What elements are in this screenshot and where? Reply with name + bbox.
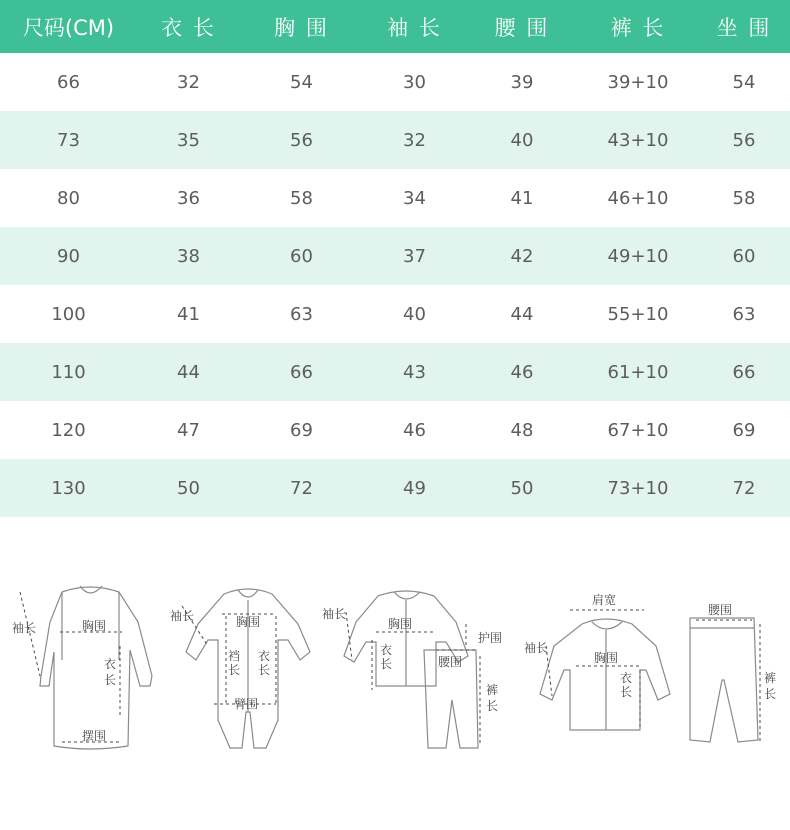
table-cell: 36	[177, 187, 200, 209]
table-cell: 58	[732, 187, 756, 209]
set-sleeve-label: 袖长	[322, 607, 347, 621]
table-cell: 54	[732, 71, 756, 93]
table-cell: 40	[403, 303, 426, 325]
table-row	[0, 285, 790, 343]
top-illustration	[540, 619, 670, 730]
table-cell: 44	[510, 303, 534, 325]
pants-illustration	[690, 618, 758, 742]
table-cell: 63	[732, 303, 756, 325]
table-cell: 49+10	[607, 245, 669, 267]
set-illustration	[344, 591, 478, 748]
measurement-diagrams	[0, 520, 790, 830]
table-row	[0, 227, 790, 285]
top-sleeve-label: 袖长	[524, 641, 549, 655]
table-row	[0, 111, 790, 169]
table-cell: 42	[510, 245, 534, 267]
table-cell: 66	[732, 361, 756, 383]
table-cell: 30	[403, 71, 426, 93]
table-cell: 39+10	[607, 71, 669, 93]
romper-length-label-2: 长	[258, 663, 271, 677]
header-garment-length: 衣 长	[161, 15, 216, 40]
table-cell: 37	[403, 245, 426, 267]
header-size: 尺码(CM)	[22, 15, 115, 40]
table-cell: 40	[510, 129, 534, 151]
table-cell: 58	[290, 187, 313, 209]
table-cell: 50	[510, 477, 534, 499]
pants-length-label-2: 长	[764, 687, 777, 701]
top-chest-label: 胸围	[594, 651, 619, 665]
table-cell: 56	[732, 129, 756, 151]
gown-illustration	[40, 586, 152, 749]
set-length-label-2: 长	[380, 657, 393, 671]
romper-arm-label: 臂围	[234, 697, 259, 711]
set-length-label-1: 衣	[380, 643, 393, 657]
header-hip: 坐 围	[716, 15, 772, 40]
table-cell: 73+10	[607, 477, 669, 499]
table-header	[0, 0, 790, 53]
set-chest-label: 胸围	[388, 617, 413, 631]
gown-hem-label: 摆围	[82, 729, 107, 743]
pants-waist-label: 腰围	[708, 603, 733, 617]
table-cell: 73	[57, 129, 80, 151]
table-cell: 63	[290, 303, 313, 325]
gown-sleeve-label: 袖长	[12, 621, 37, 635]
table-cell: 48	[510, 419, 534, 441]
table-cell: 72	[290, 477, 313, 499]
table-cell: 46	[510, 361, 534, 383]
header-sleeve-length: 袖 长	[387, 15, 442, 40]
table-cell: 110	[51, 361, 86, 383]
set-pants-length-label-1: 裤	[486, 683, 499, 697]
table-cell: 34	[403, 187, 426, 209]
table-row	[0, 459, 790, 517]
table-cell: 69	[732, 419, 756, 441]
table-cell: 130	[51, 477, 86, 499]
table-cell: 100	[51, 303, 86, 325]
table-cell: 66	[57, 71, 80, 93]
table-cell: 55+10	[607, 303, 669, 325]
header-waist: 腰 围	[494, 15, 550, 40]
header-pants-length: 裤 长	[610, 15, 666, 40]
table-cell: 66	[290, 361, 313, 383]
table-cell: 47	[177, 419, 200, 441]
romper-illustration	[186, 589, 310, 748]
table-cell: 38	[177, 245, 200, 267]
table-row	[0, 169, 790, 227]
table-cell: 46	[403, 419, 426, 441]
table-row	[0, 343, 790, 401]
header-chest: 胸 围	[274, 15, 329, 40]
romper-sleeve-label: 袖长	[170, 609, 195, 623]
table-row	[0, 53, 790, 111]
set-pants-length-label-2: 长	[486, 699, 499, 713]
table-cell: 80	[57, 187, 80, 209]
table-cell: 39	[510, 71, 534, 93]
table-cell: 67+10	[607, 419, 669, 441]
table-cell: 32	[177, 71, 200, 93]
table-cell: 56	[290, 129, 313, 151]
set-guard-label: 护围	[478, 631, 503, 645]
table-cell: 60	[732, 245, 756, 267]
table-cell: 44	[177, 361, 200, 383]
gown-length-label-2: 长	[104, 673, 117, 687]
romper-chest-label: 胸围	[236, 615, 261, 629]
top-shoulder-label: 肩宽	[592, 593, 617, 607]
set-waist-label: 腰围	[438, 655, 463, 669]
table-cell: 43	[403, 361, 426, 383]
romper-crotch-label-1: 裆	[228, 649, 241, 663]
measurement-diagrams-svg	[0, 520, 790, 830]
table-body	[0, 53, 790, 517]
top-length-label-2: 长	[620, 685, 633, 699]
table-cell: 90	[57, 245, 80, 267]
table-cell: 32	[403, 129, 426, 151]
table-cell: 61+10	[607, 361, 669, 383]
table-row	[0, 401, 790, 459]
table-cell: 41	[510, 187, 534, 209]
table-cell: 50	[177, 477, 200, 499]
table-cell: 120	[51, 419, 86, 441]
table-cell: 46+10	[607, 187, 669, 209]
table-cell: 35	[177, 129, 200, 151]
top-length-label-1: 衣	[620, 671, 633, 685]
table-cell: 72	[732, 477, 756, 499]
romper-length-label-1: 衣	[258, 649, 271, 663]
table-cell: 41	[177, 303, 200, 325]
table-cell: 43+10	[607, 129, 669, 151]
gown-length-label-1: 衣	[104, 657, 117, 671]
table-cell: 49	[403, 477, 426, 499]
table-cell: 54	[290, 71, 313, 93]
table-cell: 60	[290, 245, 313, 267]
gown-chest-label: 胸围	[82, 619, 107, 633]
romper-crotch-label-2: 长	[228, 663, 241, 677]
pants-length-label-1: 裤	[764, 671, 777, 685]
table-cell: 69	[290, 419, 313, 441]
